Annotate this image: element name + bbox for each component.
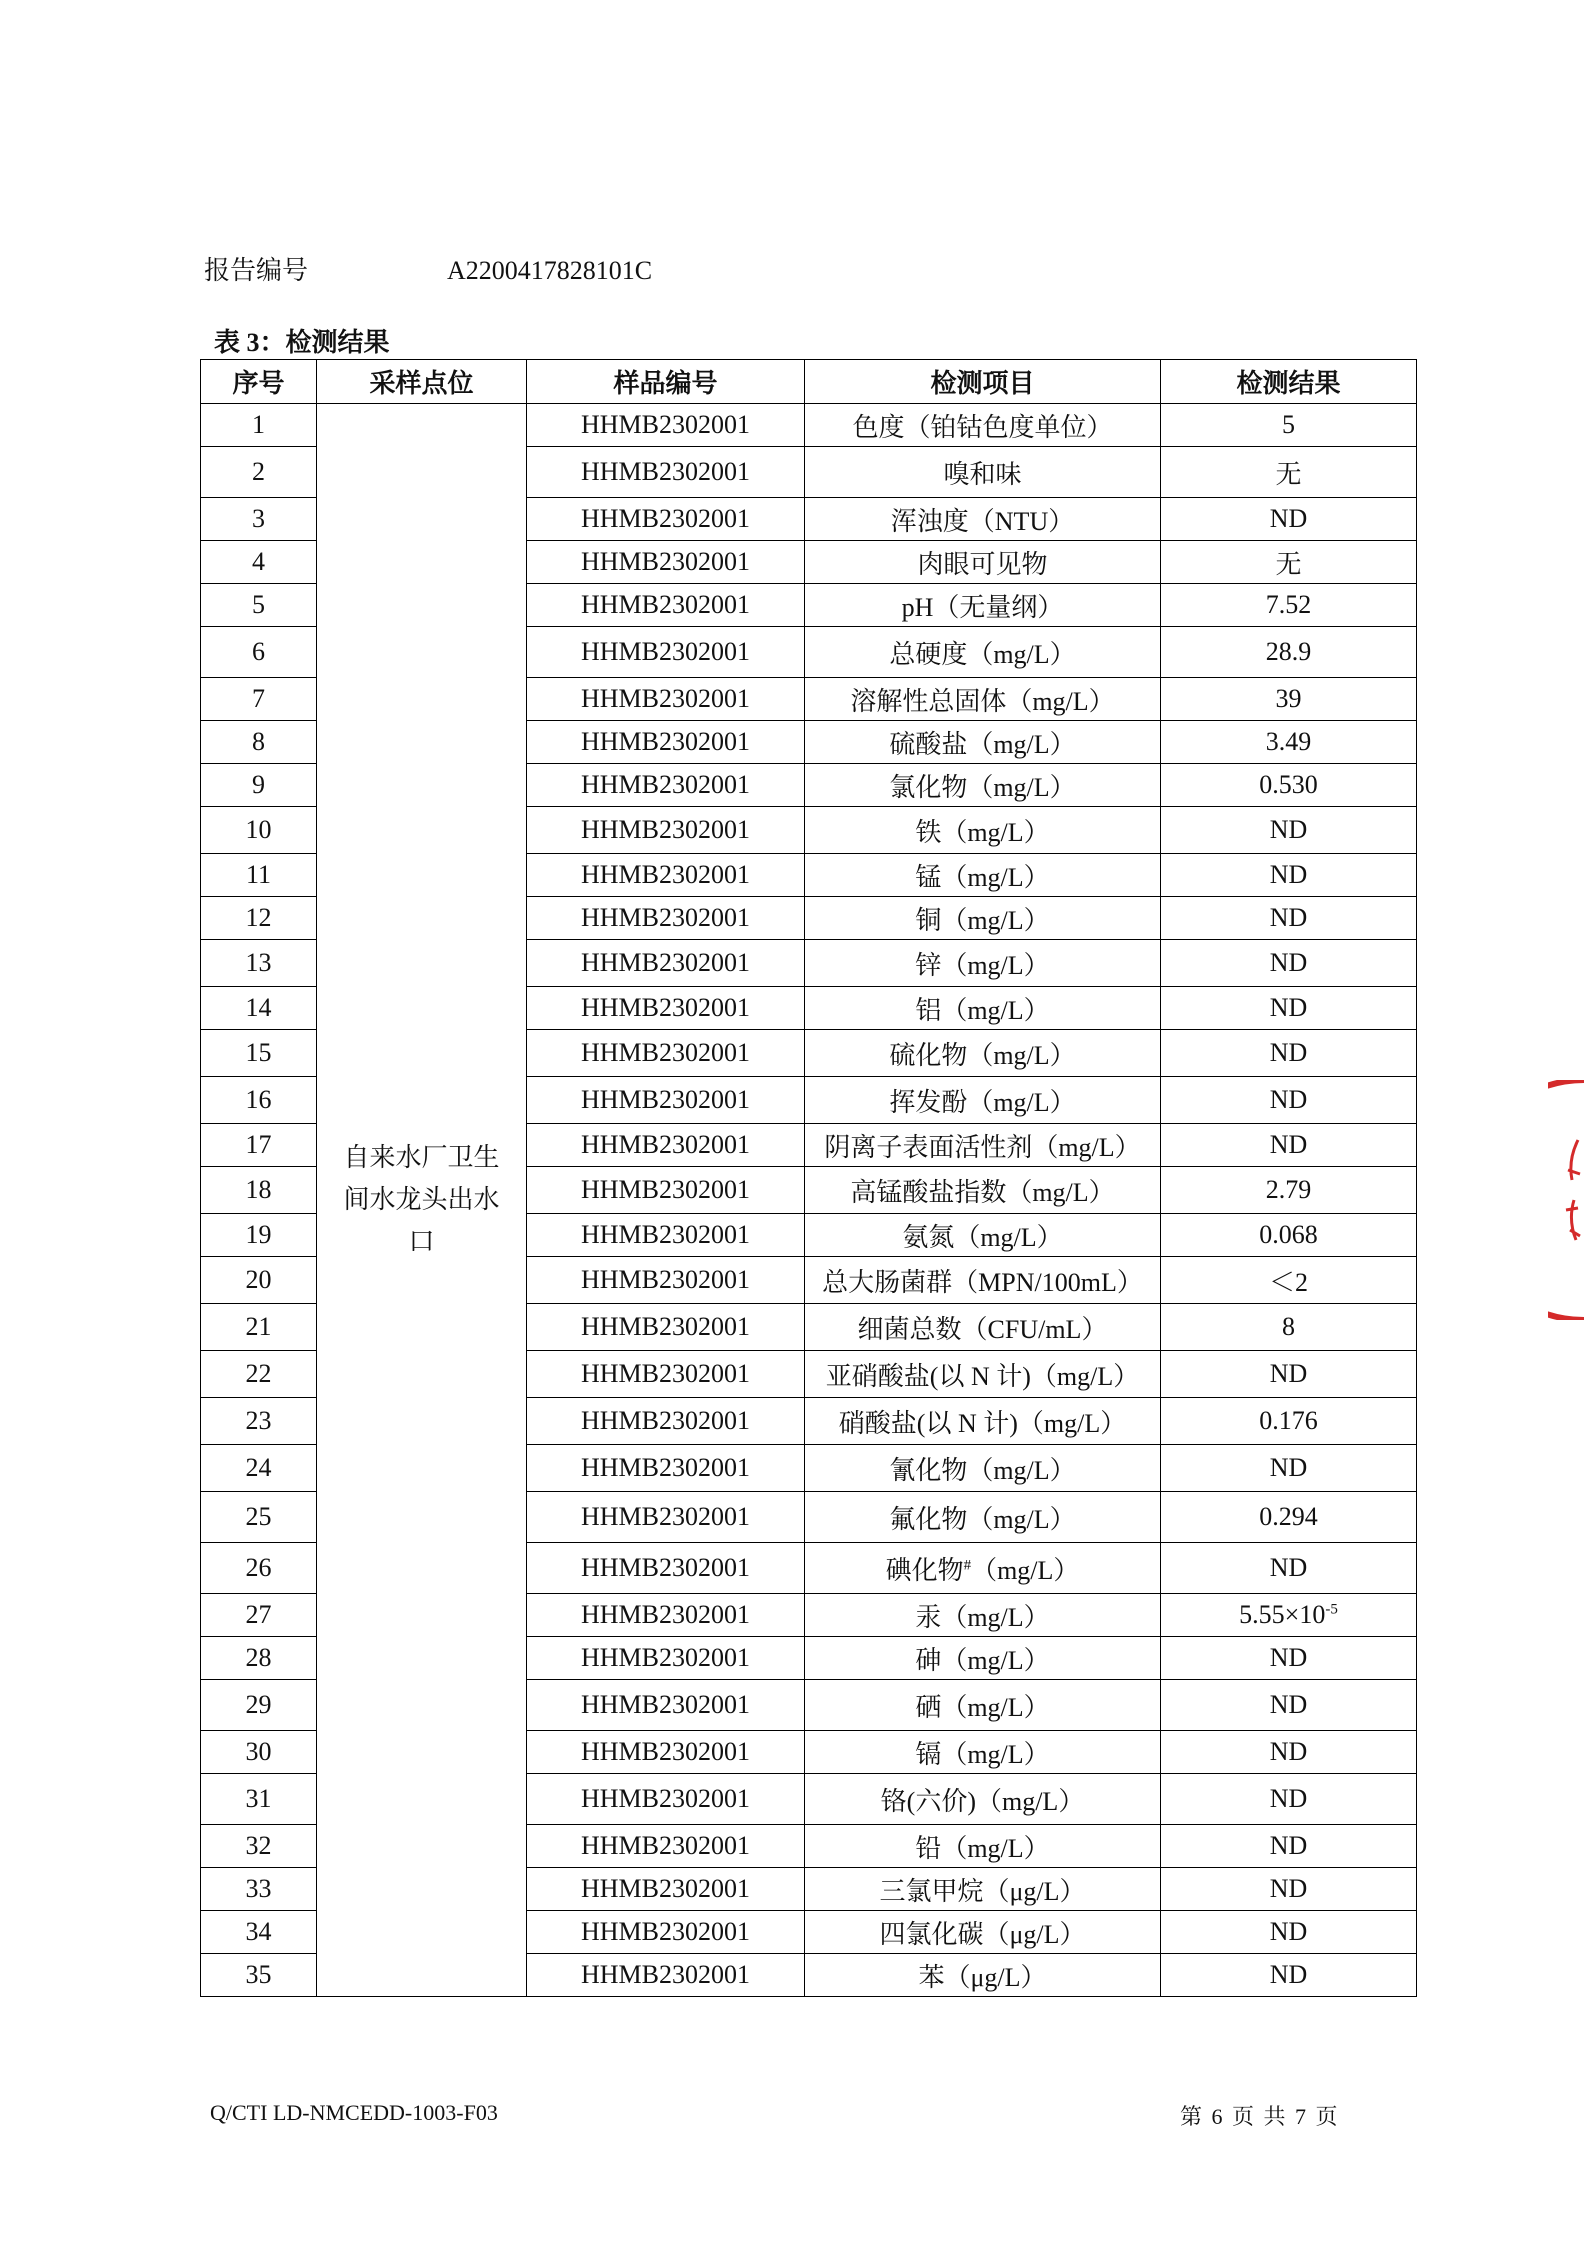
header-sample-id: 样品编号 bbox=[527, 360, 805, 404]
cell-result bbox=[1161, 1954, 1417, 1997]
test-item-text: 硫化物（mg/L） bbox=[889, 1040, 1076, 1070]
cell-sample-id: HHMB2302001 bbox=[527, 1637, 805, 1680]
result-text: 无 bbox=[1275, 459, 1302, 489]
cell-no: 10 bbox=[201, 807, 317, 854]
cell-sample-id: HHMB2302001 bbox=[527, 584, 805, 627]
cell-no: 26 bbox=[201, 1543, 317, 1594]
cell-sample-id: HHMB2302001 bbox=[527, 897, 805, 940]
test-item-text: 嗅和味 bbox=[943, 459, 1022, 489]
cell-sample-id: HHMB2302001 bbox=[527, 721, 805, 764]
result-text: ND bbox=[1269, 1737, 1308, 1766]
cell-no: 34 bbox=[201, 1911, 317, 1954]
cell-no: 25 bbox=[201, 1492, 317, 1543]
cell-test-item bbox=[805, 1774, 1161, 1825]
cell-result bbox=[1161, 1680, 1417, 1731]
test-item-text: 硫酸盐（mg/L） bbox=[889, 729, 1076, 759]
result-text: ND bbox=[1269, 504, 1308, 533]
cell-result bbox=[1161, 1398, 1417, 1445]
cell-no: 21 bbox=[201, 1304, 317, 1351]
result-exponent: -5 bbox=[1325, 1601, 1338, 1618]
cell-test-item bbox=[805, 940, 1161, 987]
header-location: 采样点位 bbox=[317, 360, 527, 404]
result-text: ND bbox=[1269, 1874, 1308, 1903]
cell-no: 19 bbox=[201, 1214, 317, 1257]
cell-no: 23 bbox=[201, 1398, 317, 1445]
cell-result bbox=[1161, 721, 1417, 764]
cell-sample-id: HHMB2302001 bbox=[527, 1911, 805, 1954]
cell-no: 3 bbox=[201, 498, 317, 541]
cell-sample-id: HHMB2302001 bbox=[527, 854, 805, 897]
header-result: 检测结果 bbox=[1161, 360, 1417, 404]
cell-no: 33 bbox=[201, 1868, 317, 1911]
cell-test-item bbox=[805, 1214, 1161, 1257]
cell-result bbox=[1161, 987, 1417, 1030]
cell-sample-id: HHMB2302001 bbox=[527, 1492, 805, 1543]
report-number-value: A2200417828101C bbox=[447, 256, 653, 285]
cell-result bbox=[1161, 1492, 1417, 1543]
result-text: ND bbox=[1269, 1038, 1308, 1067]
test-item-text: 总硬度（mg/L） bbox=[889, 639, 1076, 669]
cell-sample-id: HHMB2302001 bbox=[527, 447, 805, 498]
cell-sample-id: HHMB2302001 bbox=[527, 1214, 805, 1257]
test-item-text: 铬(六价)（mg/L） bbox=[880, 1786, 1085, 1816]
cell-result bbox=[1161, 1731, 1417, 1774]
cell-sample-id: HHMB2302001 bbox=[527, 1030, 805, 1077]
test-item-footnote-mark: # bbox=[963, 1556, 972, 1573]
table-title: 表 3：检测结果 bbox=[214, 328, 390, 357]
cell-sample-id: HHMB2302001 bbox=[527, 1825, 805, 1868]
cell-result bbox=[1161, 1774, 1417, 1825]
cell-no: 24 bbox=[201, 1445, 317, 1492]
test-item-text: 总大肠菌群（MPN/100mL） bbox=[822, 1267, 1143, 1297]
test-item-text: 氰化物（mg/L） bbox=[889, 1455, 1076, 1485]
cell-sample-id: HHMB2302001 bbox=[527, 1304, 805, 1351]
result-text: ND bbox=[1269, 1917, 1308, 1946]
cell-result bbox=[1161, 404, 1417, 447]
cell-sample-id: HHMB2302001 bbox=[527, 404, 805, 447]
cell-sample-id: HHMB2302001 bbox=[527, 1167, 805, 1214]
cell-no: 20 bbox=[201, 1257, 317, 1304]
test-item-text: 碘化物 bbox=[885, 1555, 964, 1585]
header-no: 序号 bbox=[201, 360, 317, 404]
cell-sample-id: HHMB2302001 bbox=[527, 1398, 805, 1445]
seal-ring bbox=[1548, 1080, 1584, 1320]
cell-test-item bbox=[805, 1594, 1161, 1637]
seal-stamp bbox=[1548, 1080, 1587, 1320]
cell-sample-id: HHMB2302001 bbox=[527, 764, 805, 807]
cell-result bbox=[1161, 584, 1417, 627]
footer-form-code: Q/CTI LD-NMCEDD-1003-F03 bbox=[210, 2100, 498, 2125]
cell-result bbox=[1161, 1543, 1417, 1594]
cell-test-item bbox=[805, 1637, 1161, 1680]
result-text: 0.176 bbox=[1259, 1406, 1318, 1435]
result-text: ND bbox=[1269, 1130, 1308, 1159]
cell-test-item bbox=[805, 1077, 1161, 1124]
cell-result bbox=[1161, 498, 1417, 541]
cell-sample-id: HHMB2302001 bbox=[527, 940, 805, 987]
cell-sample-id: HHMB2302001 bbox=[527, 1954, 805, 1997]
test-item-text: 苯（μg/L） bbox=[918, 1962, 1047, 1992]
cell-sample-id: HHMB2302001 bbox=[527, 1257, 805, 1304]
cell-result bbox=[1161, 1214, 1417, 1257]
result-text: ND bbox=[1269, 1831, 1308, 1860]
result-text: ND bbox=[1269, 1690, 1308, 1719]
cell-result bbox=[1161, 541, 1417, 584]
result-text: ND bbox=[1269, 1784, 1308, 1813]
cell-sample-id: HHMB2302001 bbox=[527, 1594, 805, 1637]
cell-sample-id: HHMB2302001 bbox=[527, 541, 805, 584]
result-text: ＜2 bbox=[1268, 1267, 1308, 1297]
results-table bbox=[200, 359, 1417, 1997]
cell-sample-id: HHMB2302001 bbox=[527, 987, 805, 1030]
cell-result bbox=[1161, 1637, 1417, 1680]
cell-test-item bbox=[805, 1680, 1161, 1731]
test-item-text: 汞（mg/L） bbox=[915, 1602, 1050, 1632]
cell-test-item bbox=[805, 1492, 1161, 1543]
test-item-text: 阴离子表面活性剂（mg/L） bbox=[824, 1132, 1141, 1162]
cell-test-item bbox=[805, 1825, 1161, 1868]
cell-no: 15 bbox=[201, 1030, 317, 1077]
cell-result bbox=[1161, 1351, 1417, 1398]
cell-test-item bbox=[805, 1868, 1161, 1911]
test-item-text: 挥发酚（mg/L） bbox=[889, 1087, 1076, 1117]
cell-test-item bbox=[805, 1257, 1161, 1304]
test-item-text: 铝（mg/L） bbox=[915, 995, 1050, 1025]
test-item-text: 肉眼可见物 bbox=[917, 549, 1048, 579]
cell-test-item bbox=[805, 404, 1161, 447]
cell-test-item bbox=[805, 987, 1161, 1030]
cell-test-item bbox=[805, 1954, 1161, 1997]
test-item-text: 色度（铂钴色度单位） bbox=[852, 412, 1113, 442]
cell-test-item bbox=[805, 678, 1161, 721]
cell-test-item bbox=[805, 1030, 1161, 1077]
cell-no: 5 bbox=[201, 584, 317, 627]
test-item-text: 铅（mg/L） bbox=[915, 1833, 1050, 1863]
result-text: 0.294 bbox=[1259, 1502, 1318, 1531]
cell-result bbox=[1161, 807, 1417, 854]
cell-test-item bbox=[805, 1304, 1161, 1351]
result-text: ND bbox=[1269, 1453, 1308, 1482]
test-item-text: 硒（mg/L） bbox=[915, 1692, 1050, 1722]
cell-test-item bbox=[805, 1445, 1161, 1492]
result-text: ND bbox=[1269, 993, 1308, 1022]
cell-result bbox=[1161, 764, 1417, 807]
result-text: 7.52 bbox=[1265, 590, 1312, 619]
result-text: 3.49 bbox=[1265, 727, 1312, 756]
result-text: ND bbox=[1269, 1359, 1308, 1388]
result-text: 无 bbox=[1275, 549, 1302, 579]
cell-test-item bbox=[805, 541, 1161, 584]
result-text: 0.068 bbox=[1259, 1220, 1318, 1249]
result-text: 39 bbox=[1275, 684, 1302, 713]
cell-no: 29 bbox=[201, 1680, 317, 1731]
cell-result bbox=[1161, 1257, 1417, 1304]
cell-no: 17 bbox=[201, 1124, 317, 1167]
test-item-text: 锌（mg/L） bbox=[915, 950, 1050, 980]
test-item-text: 氟化物（mg/L） bbox=[889, 1504, 1076, 1534]
report-number-label: 报告编号 bbox=[204, 256, 309, 285]
result-text: 8 bbox=[1282, 1312, 1295, 1341]
test-item-unit: （mg/L） bbox=[971, 1555, 1080, 1585]
cell-test-item bbox=[805, 764, 1161, 807]
cell-test-item bbox=[805, 1351, 1161, 1398]
result-text: 5 bbox=[1282, 410, 1295, 439]
cell-no: 2 bbox=[201, 447, 317, 498]
cell-result bbox=[1161, 1594, 1417, 1637]
cell-no: 11 bbox=[201, 854, 317, 897]
test-item-text: 氨氮（mg/L） bbox=[902, 1222, 1063, 1252]
test-item-text: 三氯甲烷（μg/L） bbox=[879, 1876, 1086, 1906]
cell-sample-id: HHMB2302001 bbox=[527, 1077, 805, 1124]
seal-marks bbox=[1566, 1140, 1580, 1240]
cell-test-item bbox=[805, 1911, 1161, 1954]
result-text: ND bbox=[1269, 1085, 1308, 1114]
cell-test-item bbox=[805, 1124, 1161, 1167]
cell-no: 8 bbox=[201, 721, 317, 764]
table-row bbox=[201, 404, 1417, 447]
cell-result bbox=[1161, 1167, 1417, 1214]
cell-no: 32 bbox=[201, 1825, 317, 1868]
cell-no: 16 bbox=[201, 1077, 317, 1124]
cell-test-item bbox=[805, 1731, 1161, 1774]
test-item-text: 锰（mg/L） bbox=[915, 862, 1050, 892]
cell-test-item bbox=[805, 1543, 1161, 1594]
cell-result bbox=[1161, 627, 1417, 678]
cell-no: 12 bbox=[201, 897, 317, 940]
cell-no: 13 bbox=[201, 940, 317, 987]
cell-sample-id: HHMB2302001 bbox=[527, 1543, 805, 1594]
cell-test-item bbox=[805, 447, 1161, 498]
cell-sample-id: HHMB2302001 bbox=[527, 1680, 805, 1731]
test-item-text: 细菌总数（CFU/mL） bbox=[857, 1314, 1108, 1344]
result-text: 2.79 bbox=[1265, 1175, 1312, 1204]
result-text: ND bbox=[1269, 815, 1308, 844]
result-text: ND bbox=[1269, 1960, 1308, 1989]
cell-sample-id: HHMB2302001 bbox=[527, 1351, 805, 1398]
result-text: ND bbox=[1269, 903, 1308, 932]
test-item-text: 铁（mg/L） bbox=[915, 817, 1050, 847]
cell-sample-id: HHMB2302001 bbox=[527, 1774, 805, 1825]
cell-result bbox=[1161, 1911, 1417, 1954]
cell-sample-id: HHMB2302001 bbox=[527, 807, 805, 854]
cell-sample-id: HHMB2302001 bbox=[527, 498, 805, 541]
cell-result bbox=[1161, 1124, 1417, 1167]
result-text: ND bbox=[1269, 1553, 1308, 1582]
cell-test-item bbox=[805, 721, 1161, 764]
cell-sample-id: HHMB2302001 bbox=[527, 1868, 805, 1911]
test-item-text: 镉（mg/L） bbox=[915, 1739, 1050, 1769]
cell-no: 7 bbox=[201, 678, 317, 721]
test-item-text: 亚硝酸盐(以 N 计)（mg/L） bbox=[825, 1361, 1140, 1391]
cell-sampling-location: 自来水厂卫生间水龙头出水口 bbox=[317, 404, 527, 1997]
test-item-text: 砷（mg/L） bbox=[915, 1645, 1050, 1675]
test-item-text: 浑浊度（NTU） bbox=[890, 506, 1075, 536]
cell-sample-id: HHMB2302001 bbox=[527, 1124, 805, 1167]
cell-test-item bbox=[805, 627, 1161, 678]
cell-no: 31 bbox=[201, 1774, 317, 1825]
cell-no: 6 bbox=[201, 627, 317, 678]
cell-no: 22 bbox=[201, 1351, 317, 1398]
test-item-text: 高锰酸盐指数（mg/L） bbox=[850, 1177, 1115, 1207]
cell-result bbox=[1161, 1825, 1417, 1868]
test-item-text: pH（无量纲） bbox=[901, 592, 1064, 622]
cell-no: 4 bbox=[201, 541, 317, 584]
cell-no: 1 bbox=[201, 404, 317, 447]
cell-no: 35 bbox=[201, 1954, 317, 1997]
test-item-text: 溶解性总固体（mg/L） bbox=[850, 686, 1115, 716]
test-item-text: 硝酸盐(以 N 计)（mg/L） bbox=[838, 1408, 1127, 1438]
cell-sample-id: HHMB2302001 bbox=[527, 1445, 805, 1492]
cell-test-item bbox=[805, 1167, 1161, 1214]
cell-no: 14 bbox=[201, 987, 317, 1030]
cell-result bbox=[1161, 897, 1417, 940]
result-text: ND bbox=[1269, 860, 1308, 889]
cell-test-item bbox=[805, 498, 1161, 541]
test-item-text: 氯化物（mg/L） bbox=[889, 772, 1076, 802]
table-header-row bbox=[201, 360, 1417, 404]
cell-test-item bbox=[805, 854, 1161, 897]
cell-result bbox=[1161, 678, 1417, 721]
result-text: 0.530 bbox=[1259, 770, 1318, 799]
cell-no: 30 bbox=[201, 1731, 317, 1774]
result-text: ND bbox=[1269, 1643, 1308, 1672]
cell-result bbox=[1161, 1304, 1417, 1351]
cell-test-item bbox=[805, 807, 1161, 854]
cell-result bbox=[1161, 1077, 1417, 1124]
cell-no: 18 bbox=[201, 1167, 317, 1214]
cell-sample-id: HHMB2302001 bbox=[527, 627, 805, 678]
cell-no: 27 bbox=[201, 1594, 317, 1637]
cell-test-item bbox=[805, 1398, 1161, 1445]
cell-test-item bbox=[805, 897, 1161, 940]
cell-result bbox=[1161, 1868, 1417, 1911]
cell-result bbox=[1161, 1030, 1417, 1077]
cell-result bbox=[1161, 447, 1417, 498]
header-test-item: 检测项目 bbox=[805, 360, 1161, 404]
cell-test-item bbox=[805, 584, 1161, 627]
cell-result bbox=[1161, 1445, 1417, 1492]
test-item-text: 铜（mg/L） bbox=[915, 905, 1050, 935]
result-text: 28.9 bbox=[1265, 637, 1312, 666]
cell-result bbox=[1161, 940, 1417, 987]
cell-sample-id: HHMB2302001 bbox=[527, 678, 805, 721]
cell-no: 9 bbox=[201, 764, 317, 807]
cell-result bbox=[1161, 854, 1417, 897]
cell-sample-id: HHMB2302001 bbox=[527, 1731, 805, 1774]
report-number-line bbox=[204, 250, 652, 287]
result-text: ND bbox=[1269, 948, 1308, 977]
footer-page-number: 第 6 页 共 7 页 bbox=[1180, 2104, 1338, 2129]
result-text: 5.55×10 bbox=[1239, 1600, 1326, 1629]
test-item-text: 四氯化碳（μg/L） bbox=[879, 1919, 1086, 1949]
cell-no: 28 bbox=[201, 1637, 317, 1680]
